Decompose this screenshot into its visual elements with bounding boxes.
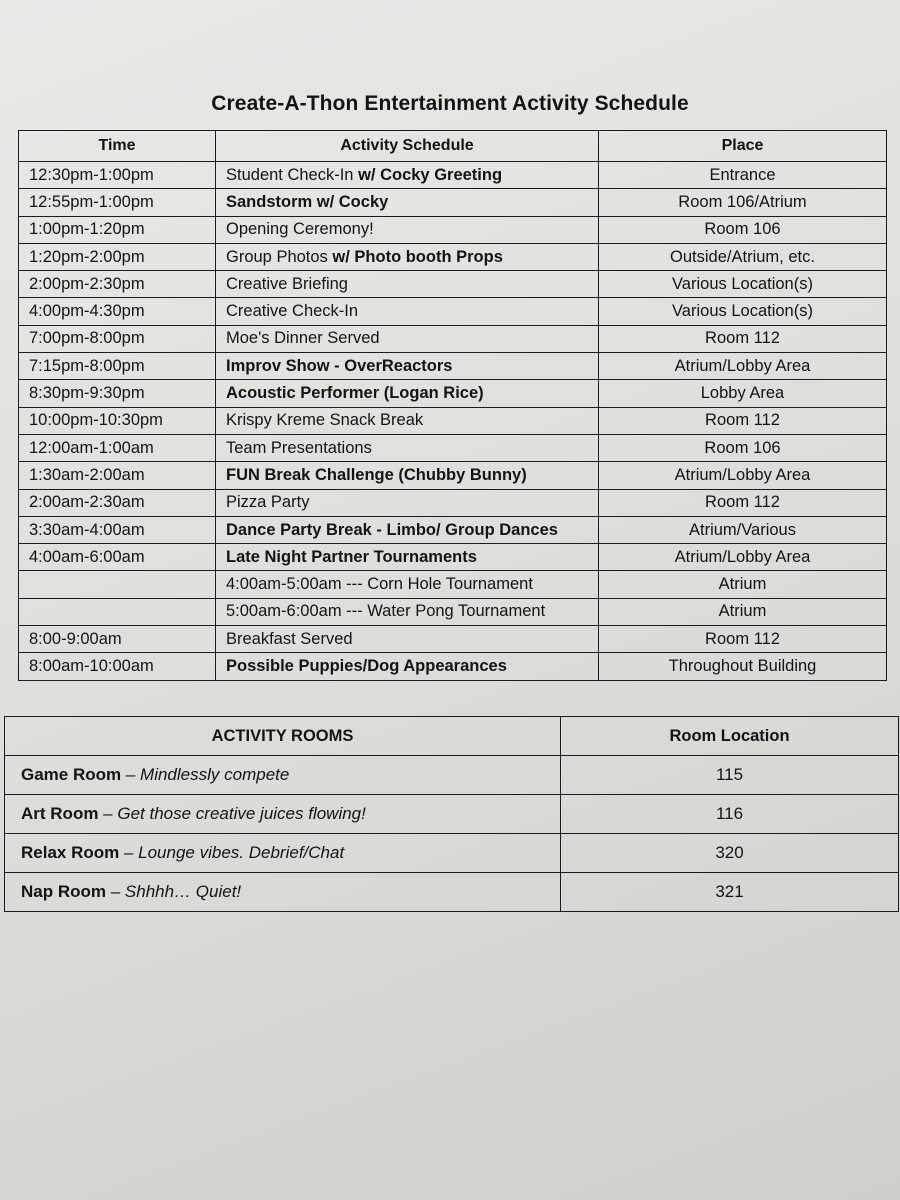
schedule-place: Room 106 — [599, 434, 887, 461]
schedule-activity — [216, 162, 599, 189]
activity-text: Team Presentations — [226, 438, 372, 457]
room-name-cell — [5, 756, 561, 795]
room-description: – Shhhh… Quiet! — [106, 882, 242, 901]
schedule-activity — [216, 571, 599, 598]
activity-rooms-table — [4, 716, 899, 912]
room-name-cell — [5, 873, 561, 912]
room-location-header: Room Location — [561, 717, 899, 756]
schedule-row — [19, 162, 887, 189]
schedule-time: 12:00am-1:00am — [19, 434, 216, 461]
room-name-cell — [5, 795, 561, 834]
room-name: Nap Room — [21, 882, 106, 901]
time-header: Time — [19, 131, 216, 162]
schedule-time: 12:30pm-1:00pm — [19, 162, 216, 189]
schedule-place: Atrium — [599, 571, 887, 598]
schedule-place: Atrium/Lobby Area — [599, 544, 887, 571]
activity-text: 4:00am-5:00am --- Corn Hole Tournament — [226, 575, 533, 594]
activity-bold-text: w/ Cocky Greeting — [358, 165, 503, 184]
schedule-row — [19, 380, 887, 407]
schedule-time: 1:00pm-1:20pm — [19, 216, 216, 243]
room-description: – Mindlessly compete — [121, 765, 290, 784]
room-name: Game Room — [21, 765, 122, 784]
schedule-place: Lobby Area — [599, 380, 887, 407]
schedule-activity — [216, 298, 599, 325]
schedule-time: 4:00am-6:00am — [19, 544, 216, 571]
schedule-place: Outside/Atrium, etc. — [599, 243, 887, 270]
activity-rooms-header: ACTIVITY ROOMS — [5, 717, 561, 756]
room-location: 321 — [561, 873, 899, 912]
schedule-activity — [216, 271, 599, 298]
schedule-row — [19, 462, 887, 489]
room-row — [5, 834, 899, 873]
schedule-time — [19, 571, 216, 598]
schedule-place: Atrium/Lobby Area — [599, 462, 887, 489]
activity-text: 5:00am-6:00am --- Water Pong Tournament — [226, 602, 546, 621]
schedule-activity — [216, 626, 599, 653]
activity-text: Krispy Kreme Snack Break — [226, 411, 424, 430]
room-row — [5, 756, 899, 795]
activity-bold-text: Late Night Partner Tournaments — [226, 547, 477, 566]
activity-text: Group Photos — [226, 247, 333, 266]
schedule-activity — [216, 653, 599, 680]
schedule-row — [19, 434, 887, 461]
schedule-time: 3:30am-4:00am — [19, 516, 216, 543]
activity-bold-text: Improv Show - OverReactors — [226, 356, 453, 375]
room-description: – Lounge vibes. Debrief/Chat — [119, 843, 345, 862]
schedule-activity — [216, 243, 599, 270]
schedule-row — [19, 216, 887, 243]
activity-text: Moe's Dinner Served — [226, 329, 380, 348]
schedule-time: 7:00pm-8:00pm — [19, 325, 216, 352]
schedule-row — [19, 653, 887, 680]
schedule-row — [19, 325, 887, 352]
schedule-place: Room 112 — [599, 626, 887, 653]
activity-header: Activity Schedule — [216, 131, 599, 162]
schedule-time: 8:30pm-9:30pm — [19, 380, 216, 407]
schedule-row — [19, 298, 887, 325]
schedule-time: 7:15pm-8:00pm — [19, 353, 216, 380]
schedule-place: Room 112 — [599, 489, 887, 516]
room-row — [5, 873, 899, 912]
activity-bold-text: Sandstorm w/ Cocky — [226, 192, 389, 211]
schedule-time: 12:55pm-1:00pm — [19, 189, 216, 216]
schedule-place: Atrium/Lobby Area — [599, 353, 887, 380]
schedule-activity — [216, 353, 599, 380]
schedule-place: Room 106 — [599, 216, 887, 243]
schedule-place: Room 112 — [599, 407, 887, 434]
schedule-activity — [216, 544, 599, 571]
activity-bold-text: Acoustic Performer (Logan Rice) — [226, 384, 484, 403]
activity-bold-text: Possible Puppies/Dog Appearances — [226, 656, 507, 675]
schedule-activity — [216, 189, 599, 216]
schedule-activity — [216, 407, 599, 434]
schedule-time: 1:30am-2:00am — [19, 462, 216, 489]
schedule-activity — [216, 598, 599, 625]
schedule-activity — [216, 216, 599, 243]
schedule-activity — [216, 516, 599, 543]
schedule-row — [19, 189, 887, 216]
activity-text: Creative Check-In — [226, 302, 359, 321]
schedule-activity — [216, 434, 599, 461]
schedule-place: Various Location(s) — [599, 298, 887, 325]
room-location: 115 — [561, 756, 899, 795]
activity-text: Breakfast Served — [226, 629, 353, 648]
activity-bold-text: FUN Break Challenge (Chubby Bunny) — [226, 465, 527, 484]
schedule-row — [19, 544, 887, 571]
schedule-row — [19, 489, 887, 516]
activity-bold-text: w/ Photo booth Props — [332, 247, 503, 266]
schedule-time: 4:00pm-4:30pm — [19, 298, 216, 325]
schedule-activity — [216, 380, 599, 407]
room-row — [5, 795, 899, 834]
room-description: – Get those creative juices flowing! — [98, 804, 366, 823]
schedule-activity — [216, 325, 599, 352]
schedule-row — [19, 626, 887, 653]
schedule-place: Throughout Building — [599, 653, 887, 680]
schedule-time: 2:00pm-2:30pm — [19, 271, 216, 298]
activity-bold-text: Dance Party Break - Limbo/ Group Dances — [226, 520, 558, 539]
schedule-time — [19, 598, 216, 625]
schedule-place: Atrium/Various — [599, 516, 887, 543]
activity-schedule-table — [18, 130, 887, 681]
activity-text: Student Check-In — [226, 165, 359, 184]
schedule-row — [19, 353, 887, 380]
schedule-row — [19, 598, 887, 625]
place-header: Place — [599, 131, 887, 162]
schedule-time: 1:20pm-2:00pm — [19, 243, 216, 270]
schedule-row — [19, 516, 887, 543]
schedule-place: Various Location(s) — [599, 271, 887, 298]
schedule-time: 2:00am-2:30am — [19, 489, 216, 516]
schedule-place: Room 106/Atrium — [599, 189, 887, 216]
schedule-activity — [216, 462, 599, 489]
room-location: 320 — [561, 834, 899, 873]
activity-text: Creative Briefing — [226, 274, 348, 293]
schedule-row — [19, 571, 887, 598]
room-name: Relax Room — [21, 843, 120, 862]
room-name-cell — [5, 834, 561, 873]
schedule-row — [19, 243, 887, 270]
schedule-row — [19, 271, 887, 298]
activity-text: Opening Ceremony! — [226, 220, 374, 239]
room-name: Art Room — [21, 804, 99, 823]
document-title: Create-A-Thon Entertainment Activity Schedule — [211, 92, 689, 115]
schedule-place: Entrance — [599, 162, 887, 189]
schedule-activity — [216, 489, 599, 516]
room-location: 116 — [561, 795, 899, 834]
schedule-time: 8:00am-10:00am — [19, 653, 216, 680]
rooms-header-row — [5, 717, 899, 756]
schedule-header-row — [19, 131, 887, 162]
activity-text: Pizza Party — [226, 493, 310, 512]
schedule-time: 10:00pm-10:30pm — [19, 407, 216, 434]
schedule-place: Atrium — [599, 598, 887, 625]
schedule-time: 8:00-9:00am — [19, 626, 216, 653]
schedule-place: Room 112 — [599, 325, 887, 352]
schedule-row — [19, 407, 887, 434]
